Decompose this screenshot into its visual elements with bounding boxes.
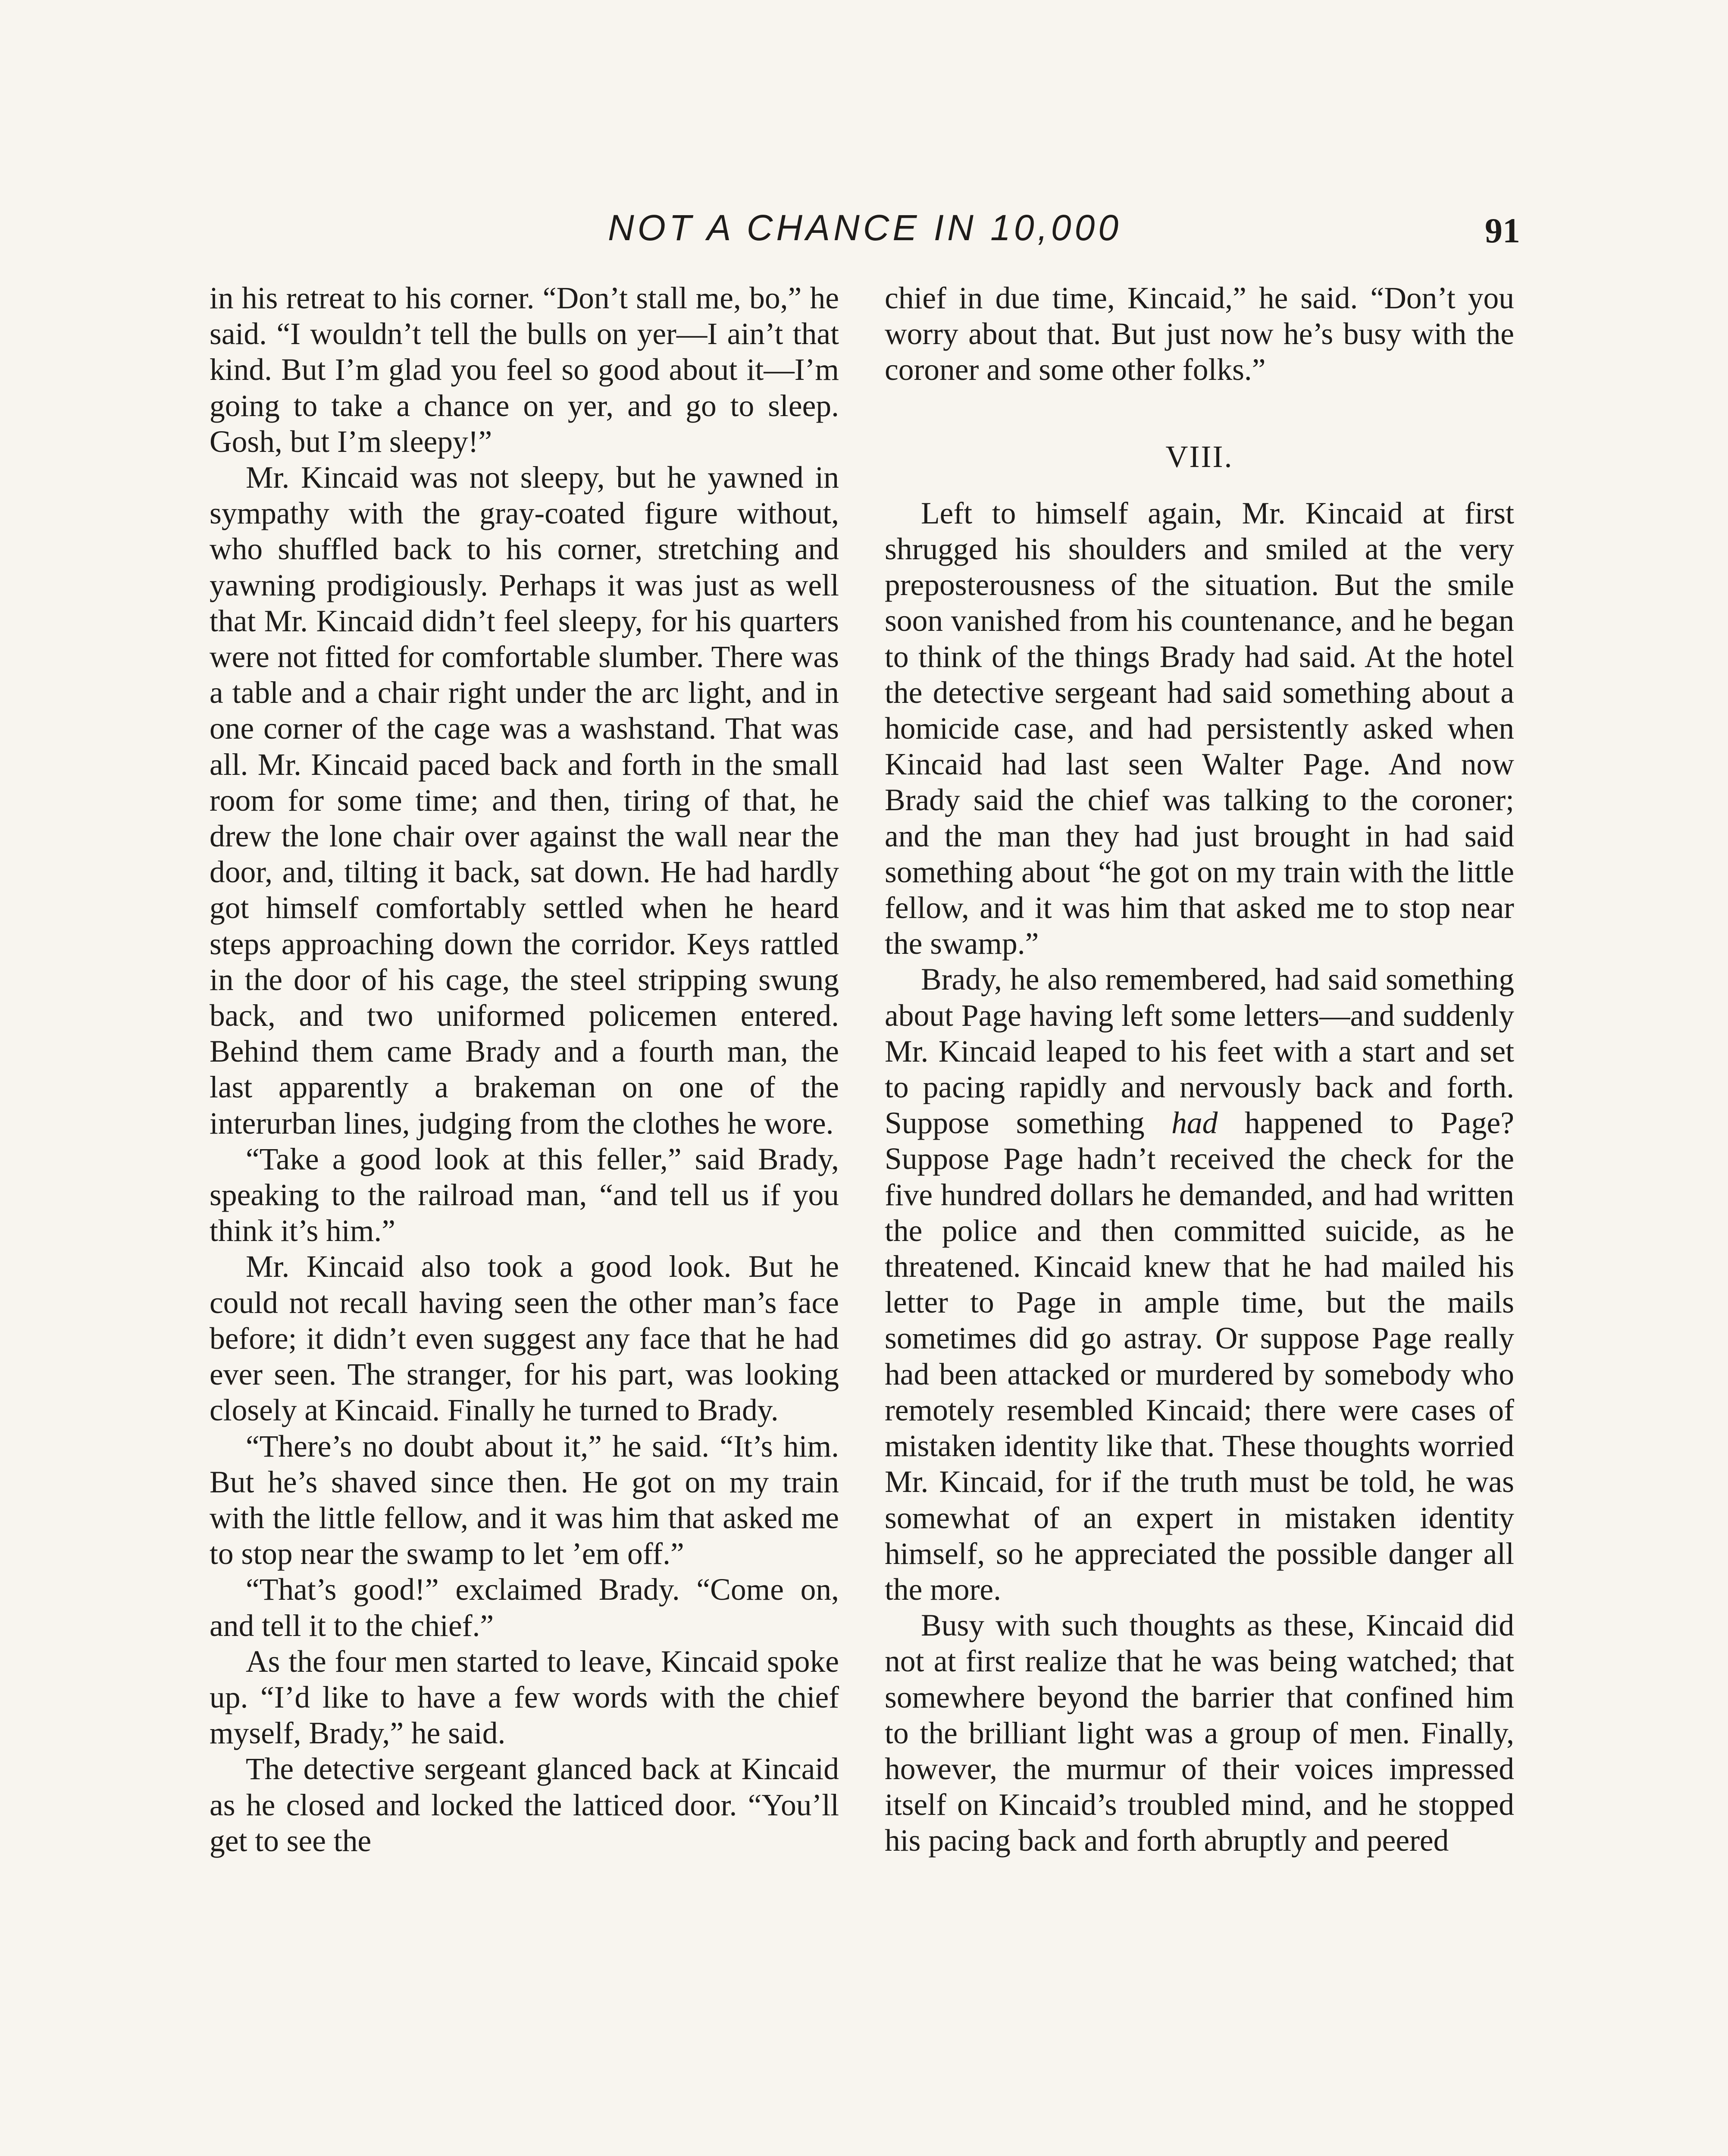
right-column <box>885 280 1514 1859</box>
paragraph: The detective sergeant glanced back at Kincaid as he closed and locked the latticed door. “You’ll get to see the <box>210 1752 839 1858</box>
paragraph: Mr. Kincaid also took a good look. But he could not recall having seen the other man’s face before; it didn’t even suggest any face that he had ever seen. The stranger, for his part, was looking closely at Kincaid. Finally he turned to Brady. <box>210 1250 839 1428</box>
paragraph: chief in due time, Kincaid,” he said. “Don’t you worry about that. But just now he’s busy with the coroner and some other folks.” <box>885 281 1514 387</box>
paragraph-text: Brady, he also remembered, had said something about Page having left some letters—and suddenly Mr. Kincaid leaped to his feet with a start and set to pacing rapidly and nervously back and forth. Suppose something <box>885 962 1514 1141</box>
paragraph-text: happened to Page? Suppose Page hadn’t received the check for the five hundred dollars he demanded, and had written the police and then committed suicide, as he threatened. Kincaid knew that he had mailed his letter to Page in ample time, but the mails sometimes did go astray. Or suppose Page really had been attacked or murdered by somebody who remotely resembled Kincaid; there were cases of mistaken identity like that. These thoughts worried Mr. Kincaid, for if the truth must be told, he was somewhat of an expert in mistaken identity himself, so he appreciated the possible danger all the more. <box>885 1106 1514 1607</box>
paragraph: Left to himself again, Mr. Kincaid at first shrugged his shoulders and smiled at the very preposterousness of the situation. But the smile soon vanished from his countenance, and he began to think of the things Brady had said. At the hotel the detective sergeant had said something about a homicide case, and had persistently asked when Kincaid had last seen Walter Page. And now Brady said the chief was talking to the coroner; and the man they had just brought in had said something about “he got on my train with the little fellow, and it was him that asked me to stop near the swamp.” <box>885 496 1514 961</box>
left-column <box>210 280 839 1859</box>
running-title: NOT A CHANCE IN 10,000 <box>607 207 1122 248</box>
paragraph: in his retreat to his corner. “Don’t stall me, bo,” he said. “I wouldn’t tell the bulls on yer—I ain’t that kind. But I’m glad you feel so good about it—I’m going to take a chance on yer, and go to sleep. Gosh, but I’m sleepy!” <box>210 281 839 459</box>
paragraph <box>885 962 1514 1608</box>
page-header <box>210 207 1520 267</box>
paragraph: Busy with such thoughts as these, Kincaid did not at first realize that he was being watched; that somewhere beyond the barrier that confined him to the brilliant light was a group of men. Finally, however, the murmur of their voices impressed itself on Kincaid’s troubled mind, and he stopped his pacing back and forth abruptly and peered <box>885 1608 1514 1858</box>
paragraph: “That’s good!” exclaimed Brady. “Come on, and tell it to the chief.” <box>210 1573 839 1643</box>
paragraph: “There’s no doubt about it,” he said. “It’s him. But he’s shaved since then. He got on my train with the little fellow, and it was him that asked me to stop near the swamp to let ’em off.” <box>210 1429 839 1571</box>
paragraph: “Take a good look at this feller,” said Brady, speaking to the railroad man, “and tell us if you think it’s him.” <box>210 1142 839 1248</box>
italic-word: had <box>1171 1106 1218 1141</box>
page-number: 91 <box>1485 211 1520 250</box>
paragraph: Mr. Kincaid was not sleepy, but he yawned in sympathy with the gray-coated figure without, who shuffled back to his corner, stretching and yawning prodigiously. Perhaps it was just as well that Mr. Kincaid didn’t feel sleepy, for his quarters were not fitted for comfortable slumber. There was a table and a chair right under the arc light, and in one corner of the cage was a washstand. That was all. Mr. Kincaid paced back and forth in the small room for some time; and then, tiring of that, he drew the lone chair over against the wall near the door, and, tilting it back, sat down. He had hardly got himself comfortably settled when he heard steps approaching down the corridor. Keys rattled in the door of his cage, the steel stripping swung back, and two uniformed policemen entered. Behind them came Brady and a fourth man, the last apparently a brakeman on one of the interurban lines, judging from the clothes he wore. <box>210 461 839 1141</box>
paragraph: As the four men started to leave, Kincaid spoke up. “I’d like to have a few words with the chief myself, Brady,” he said. <box>210 1644 839 1751</box>
section-heading: VIII. <box>1165 439 1233 474</box>
